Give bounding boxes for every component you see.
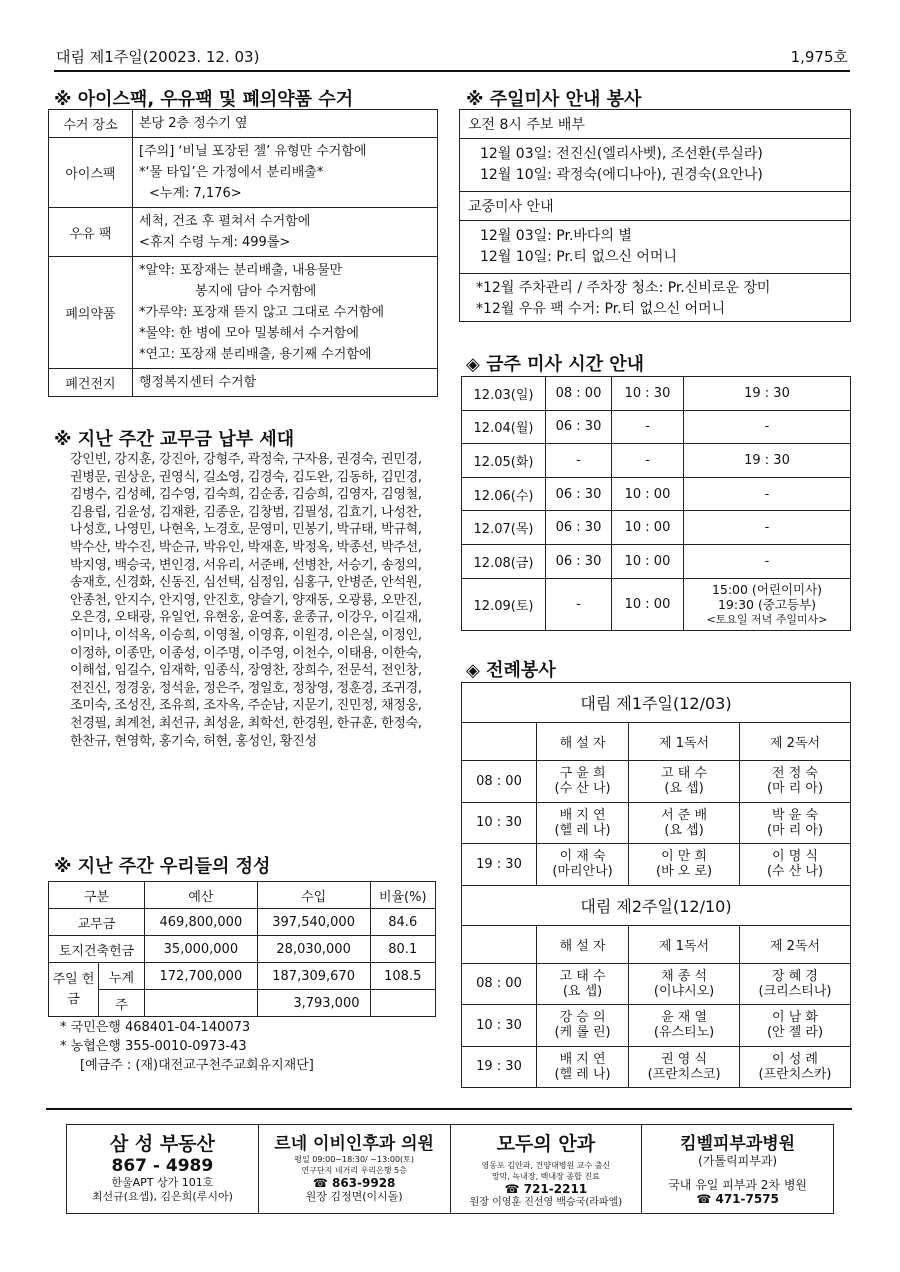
minister-baptismal-name: (요 셉): [664, 781, 704, 797]
liturgy-minister: [740, 1005, 851, 1047]
mass-time: -: [546, 578, 612, 630]
mass-time: -: [612, 410, 684, 444]
ad-phone: ☎ 863-9928: [312, 1176, 396, 1190]
mass-time: 06 : 30: [546, 511, 612, 545]
liturgy-week-row: [462, 683, 851, 723]
minister-name: 장 혜 경: [772, 968, 818, 984]
giving-header: 비율(%): [370, 882, 436, 909]
giving-income: 397,540,000: [257, 909, 370, 936]
ad-phone: ☎ 471-7575: [696, 1192, 779, 1206]
minister-name: 박 윤 숙: [772, 807, 818, 823]
giving-income: 3,793,000: [257, 990, 370, 1017]
minister-name: 구 윤 희: [559, 766, 606, 782]
ad-tiny: 망막, 녹내장, 백내장 종합 진료: [491, 1172, 600, 1181]
collection-value: [133, 138, 438, 208]
collection-line: *가루약: 포장재 뜯지 않고 그대로 수거함에: [139, 305, 385, 320]
giving-table: [48, 881, 436, 1017]
minister-name: 고 태 수: [661, 766, 708, 782]
collection-row: [49, 369, 438, 397]
liturgy-minister: [740, 963, 851, 1005]
collection-row: [49, 138, 438, 208]
minister-baptismal-name: (바 오 로): [656, 864, 713, 880]
giving-income: 28,030,000: [257, 936, 370, 963]
minister-name: 전 정 숙: [772, 766, 818, 782]
ad-line: 국내 유일 피부과 2차 병원: [668, 1178, 808, 1192]
minister-name: 이 남 화: [772, 1010, 818, 1026]
collection-value: [133, 257, 438, 369]
liturgy-row: [462, 761, 851, 803]
liturgy-week-title: 대림 제2주일(12/10): [462, 885, 851, 925]
ad-phone: ☎ 721-2211: [504, 1182, 588, 1196]
bank-account: * 국민은행 468401-04-140073: [60, 1020, 251, 1035]
ad-sub: (가톨릭피부과): [698, 1154, 778, 1168]
ad-tiny: 평일 09:00~18:30/ ~13:00(토): [294, 1155, 415, 1164]
minister-baptismal-name: (헬 레 나): [554, 822, 611, 838]
ad-tiny: 연구단지 네거리 우리은행 5층: [301, 1166, 407, 1175]
issue-number: 1,975호: [790, 48, 848, 66]
giving-label: 교무금: [49, 909, 145, 936]
mass-time: 10 : 00: [612, 578, 684, 630]
giving-budget: 35,000,000: [145, 936, 258, 963]
collection-value: [133, 369, 438, 397]
mass-time: -: [684, 511, 851, 545]
mass-time: 19 : 30: [684, 444, 851, 478]
collection-label: 폐건전지: [49, 369, 133, 397]
ushers-box: [459, 109, 851, 322]
sunday-offering-label: 주일 헌금: [49, 963, 99, 1017]
ushers-band: 오전 8시 주보 배부: [460, 110, 850, 139]
giving-sub-label: 누계: [99, 963, 145, 990]
minister-name: 고 태 수: [559, 968, 606, 984]
giving-income: 187,309,670: [257, 963, 370, 990]
ushers-lines: [460, 139, 850, 192]
liturgy-minister: [629, 1046, 740, 1088]
minister-baptismal-name: (마 리 아): [766, 781, 824, 797]
minister-name: 이 만 희: [661, 849, 708, 865]
liturgy-time: 19 : 30: [462, 844, 537, 886]
mass-time: 15:00 (어린이미사): [711, 581, 823, 597]
mass-time: -: [612, 444, 684, 478]
ad-name: 삼 성 부동산: [109, 1133, 215, 1155]
giving-ratio: [370, 990, 436, 1017]
liturgy-time: 08 : 00: [462, 963, 537, 1005]
minister-baptismal-name: (크리스티나): [758, 983, 832, 999]
collection-value: [133, 110, 438, 138]
liturgy-row: [462, 802, 851, 844]
liturgy-minister: [537, 802, 629, 844]
collection-line: <휴지 수령 누계: 499롤>: [139, 235, 291, 250]
minister-baptismal-name: (수 산 나): [554, 781, 611, 797]
collection-line: 세척, 건조 후 펼쳐서 수거함에: [139, 214, 311, 229]
liturgy-col-header: 제 2독서: [740, 925, 851, 963]
giving-label: 토지건축헌금: [49, 936, 145, 963]
mass-time: -: [684, 410, 851, 444]
liturgy-minister: [740, 844, 851, 886]
mass-time: -: [684, 544, 851, 578]
ad-eye-clinic: [451, 1125, 643, 1213]
header-divider: [54, 70, 850, 72]
minister-name: 배 지 연: [559, 1051, 606, 1067]
minister-baptismal-name: (수 산 나): [766, 864, 824, 880]
liturgy-row: [462, 963, 851, 1005]
mass-time: 10 : 00: [612, 544, 684, 578]
liturgy-week-title: 대림 제1주일(12/03): [462, 683, 851, 723]
collection-label: 수거 장소: [49, 110, 133, 138]
liturgy-minister: [537, 1046, 629, 1088]
liturgy-title: ◈ 전례봉사: [466, 660, 556, 681]
giving-ratio: 84.6: [370, 909, 436, 936]
mass-row: [462, 377, 851, 411]
ushers-line: 12월 10일: Pr.티 없으신 어머니: [480, 249, 677, 265]
liturgy-col-header: 해 설 자: [537, 925, 629, 963]
ushers-line: 12월 10일: 곽정숙(에디나아), 권경숙(요안나): [480, 167, 763, 183]
liturgy-header-blank: [462, 925, 537, 963]
ushers-notes: [460, 274, 850, 320]
mass-row: [462, 544, 851, 578]
account-holder: [예금주 : (재)대전교구천주교회유지재단]: [80, 1058, 314, 1073]
ushers-line: 12월 03일: Pr.바다의 별: [480, 228, 632, 244]
liturgy-table: [461, 682, 851, 1088]
liturgy-row: [462, 1046, 851, 1088]
ushers-line: 12월 03일: 전진신(엘리사벳), 조선환(루실라): [480, 146, 763, 162]
mass-schedule-table: [461, 376, 851, 631]
mass-row: [462, 578, 851, 630]
collection-label: 아이스팩: [49, 138, 133, 208]
collection-title: ※ 아이스팩, 우유팩 및 폐의약품 수거: [54, 89, 354, 110]
liturgy-time: 08 : 00: [462, 761, 537, 803]
liturgy-minister: [629, 802, 740, 844]
giving-ratio: 108.5: [370, 963, 436, 990]
mass-day: 12.05(화): [462, 444, 546, 478]
collection-line: *알약: 포장재는 분리배출, 내용물만: [139, 263, 343, 278]
mass-time: -: [546, 444, 612, 478]
giving-budget: 172,700,000: [145, 963, 258, 990]
giving-ratio: 80.1: [370, 936, 436, 963]
minister-name: 배 지 연: [559, 807, 606, 823]
mass-note: <토요일 저녁 주일미사>: [706, 612, 828, 626]
liturgy-minister: [537, 761, 629, 803]
ad-line: 최선규(요셉), 김은희(루시아): [91, 1190, 233, 1203]
liturgy-time: 10 : 30: [462, 802, 537, 844]
payers-title: ※ 지난 주간 교무금 납부 세대: [54, 429, 295, 450]
minister-name: 채 종 석: [661, 968, 708, 984]
liturgy-col-header: 제 1독서: [629, 723, 740, 761]
minister-baptismal-name: (유스티노): [653, 1025, 715, 1041]
giving-title: ※ 지난 주간 우리들의 정성: [54, 856, 271, 877]
collection-row: [49, 257, 438, 369]
ads-box: [66, 1124, 834, 1214]
mass-time: 19:30 (중고등부): [717, 596, 817, 612]
collection-line: 행정복지센터 수거함: [139, 375, 257, 390]
liturgy-minister: [629, 844, 740, 886]
mass-day: 12.04(월): [462, 410, 546, 444]
minister-name: 이 성 례: [772, 1051, 818, 1067]
mass-row: [462, 444, 851, 478]
payers-list: 강인빈, 강지훈, 강진아, 강형주, 곽정숙, 구자용, 권경숙, 권민경, 권병문, 권상운, 권영식, 길소영, 김경숙, 김도완, 김동하, 김민경, 김병수, 김성혜, 김수영, 김숙희, 김순종, 김승희, 김영자, 김영철, 김용립, 김윤성, 김재환, 김종운, 김창범, 김필성, 김효기, 나성찬, 나성호, 나영민, 나현옥, 노경호, 문영미, 민봉기, 박규태, 박규혁, 박수산, 박수진, 박순규, 박유인, 박재훈, 박정옥, 박종선, 박주선, 박지영, 백승국, 변인경, 서유리, 서준배, 선병찬, 서승기, 송정의, 송재호, 신경화, 신동진, 심선택, 심정임, 심홍구, 안병준, 안석원, 안종천, 안지수, 안지영, 안진호, 양슬기, 양재동, 오광룡, 오만진, 오은경, 오태광, 유일언, 유현웅, 윤여홍, 윤종규, 이강우, 이길재, 이미나, 이석옥, 이승희, 이영철, 이영휴, 이원경, 이은실, 이정인, 이정하, 이종만, 이종성, 이주명, 이주영, 이천수, 이태용, 이한숙, 이해섭, 임길수, 임재학, 임종식, 장영찬, 장희수, 전문석, 전인창, 전진신, 정경웅, 정석윤, 정은주, 정일호, 정창영, 정훈경, 조귀경, 조미숙, 조성진, 조유희, 조자옥, 주순남, 지문기, 진민정, 채정웅, 천경필, 최계천, 최선규, 최성윤, 최학선, 한경원, 한규훈, 한정숙, 한찬규, 현영학, 홍기숙, 허현, 홍성인, 황진성: [70, 452, 422, 749]
ushers-band: 교중미사 안내: [460, 192, 850, 221]
ad-line: 원장 김정면(이시돌): [305, 1190, 403, 1203]
collection-label: 우유 팩: [49, 208, 133, 257]
giving-header: 예산: [145, 882, 258, 909]
ushers-note: *12월 주차관리 / 주차장 청소: Pr.신비로운 장미: [476, 280, 771, 296]
liturgy-minister: [537, 1005, 629, 1047]
mass-day: 12.08(금): [462, 544, 546, 578]
minister-name: 윤 재 열: [661, 1010, 708, 1026]
liturgy-minister: [740, 802, 851, 844]
minister-baptismal-name: (프란치스카): [758, 1066, 832, 1082]
collection-row: [49, 208, 438, 257]
ushers-lines: [460, 221, 850, 274]
collection-line: *연고: 포장재 분리배출, 용기째 수거함에: [139, 347, 372, 362]
mass-day: 12.07(목): [462, 511, 546, 545]
liturgy-header-row: [462, 925, 851, 963]
mass-time: 06 : 30: [546, 410, 612, 444]
minister-baptismal-name: (요 셉): [664, 822, 704, 838]
ad-tiny: 영동포 김안과, 건양대병원 교수 출신: [481, 1161, 611, 1170]
mass-time: 08 : 00: [546, 377, 612, 411]
liturgy-header-row: [462, 723, 851, 761]
mass-time: 06 : 30: [546, 477, 612, 511]
collection-row: [49, 110, 438, 138]
collection-line: <누계: 7,176>: [149, 186, 242, 201]
collection-line: *‘물 타입’은 가정에서 분리배출*: [139, 165, 324, 180]
minister-name: 강 승 의: [559, 1010, 606, 1026]
ad-realestate: [67, 1125, 259, 1213]
mass-time: 19 : 30: [684, 377, 851, 411]
minister-baptismal-name: (프란치스코): [647, 1066, 721, 1082]
mass-title: ◈ 금주 미사 시간 안내: [466, 354, 645, 375]
ushers-title: ※ 주일미사 안내 봉사: [466, 89, 642, 110]
ads-divider: [46, 1108, 852, 1110]
giving-budget: 469,800,000: [145, 909, 258, 936]
mass-time: 10 : 30: [612, 377, 684, 411]
minister-name: 권 영 식: [661, 1051, 708, 1067]
liturgy-row: [462, 1005, 851, 1047]
collection-line: [주의] ‘비닐 포장된 젤’ 유형만 수거함에: [139, 144, 367, 159]
ushers-note: *12월 우유 팩 수거: Pr.티 없으신 어머니: [476, 301, 726, 317]
minister-baptismal-name: (케 롤 린): [554, 1025, 611, 1041]
ad-dermatology: [642, 1125, 833, 1213]
liturgy-col-header: 제 1독서: [629, 925, 740, 963]
mass-time: -: [684, 477, 851, 511]
mass-row: [462, 511, 851, 545]
ad-line: 한울APT 상가 101호: [111, 1176, 214, 1189]
giving-sub-label: 주: [99, 990, 145, 1017]
minister-baptismal-name: (마 리 아): [766, 822, 824, 838]
giving-header: 수입: [257, 882, 370, 909]
mass-day: 12.09(토): [462, 578, 546, 630]
ad-ent-clinic: [259, 1125, 451, 1213]
minister-baptismal-name: (마리안나): [552, 864, 613, 880]
minister-baptismal-name: (이냐시오): [653, 983, 715, 999]
minister-baptismal-name: (요 셉): [562, 983, 603, 999]
liturgy-minister: [537, 963, 629, 1005]
liturgy-minister: [740, 1046, 851, 1088]
liturgy-minister: [629, 761, 740, 803]
collection-line: *물약: 한 병에 모아 밀봉해서 수거함에: [139, 326, 359, 341]
giving-header: 구분: [49, 882, 145, 909]
minister-name: 서 준 배: [661, 807, 708, 823]
liturgy-minister: [629, 1005, 740, 1047]
ad-name: 르네 이비인후과 의원: [274, 1134, 434, 1154]
liturgy-col-header: 제 2독서: [740, 723, 851, 761]
collection-label: 폐의약품: [49, 257, 133, 369]
liturgy-header-blank: [462, 723, 537, 761]
minister-baptismal-name: (헬 레 나): [554, 1066, 611, 1082]
minister-baptismal-name: (안 젤 라): [766, 1025, 824, 1041]
mass-time: 06 : 30: [546, 544, 612, 578]
mass-time-saturday: [684, 578, 851, 630]
minister-name: 이 재 숙: [559, 849, 606, 865]
mass-row: [462, 477, 851, 511]
liturgy-time: 10 : 30: [462, 1005, 537, 1047]
minister-name: 이 명 식: [772, 849, 818, 865]
collection-value: [133, 208, 438, 257]
mass-day: 12.03(일): [462, 377, 546, 411]
mass-time: 10 : 00: [612, 511, 684, 545]
ad-line: 원장 이영훈 진선영 백승국(라파엘): [469, 1197, 623, 1208]
ad-name: 킴벨피부과병원: [680, 1134, 796, 1154]
bank-accounts: [60, 1018, 314, 1075]
liturgy-row: [462, 844, 851, 886]
collection-line: 본당 2층 정수기 옆: [139, 116, 248, 131]
issue-date: 대림 제1주일(20023. 12. 03): [56, 48, 260, 66]
liturgy-minister: [740, 761, 851, 803]
ad-name: 모두의 안과: [496, 1133, 596, 1155]
collection-line: 봉지에 담아 수거함에: [195, 284, 317, 299]
ad-phone: 867 - 4989: [111, 1156, 214, 1176]
liturgy-minister: [629, 963, 740, 1005]
mass-time: 10 : 00: [612, 477, 684, 511]
giving-budget: [145, 990, 258, 1017]
liturgy-col-header: 해 설 자: [537, 723, 629, 761]
mass-day: 12.06(수): [462, 477, 546, 511]
collection-table: [48, 109, 438, 397]
liturgy-minister: [537, 844, 629, 886]
mass-row: [462, 410, 851, 444]
liturgy-time: 19 : 30: [462, 1046, 537, 1088]
bank-account: * 농협은행 355-0010-0973-43: [60, 1039, 247, 1054]
liturgy-week-row: [462, 885, 851, 925]
